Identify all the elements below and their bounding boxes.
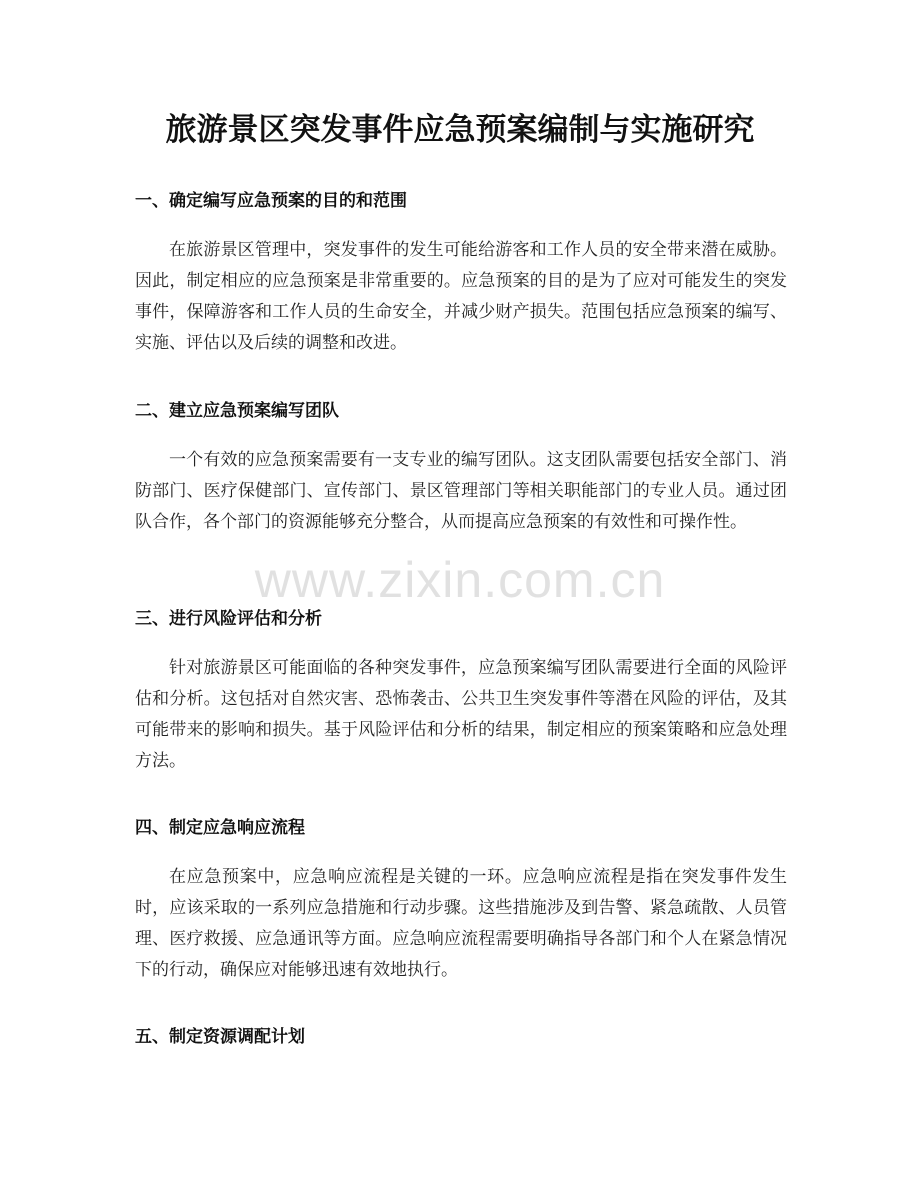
section-heading: 四、制定应急响应流程 bbox=[135, 818, 305, 838]
section-heading: 二、建立应急预案编写团队 bbox=[135, 401, 339, 421]
section-paragraph: 在旅游景区管理中，突发事件的发生可能给游客和工作人员的安全带来潜在威胁。因此，制定相应的应急预案是非常重要的。应急预案的目的是为了应对可能发生的突发事件，保障游客和工作人员的生命安全，并减少财产损失。范围包括应急预案的编写、实施、评估以及后续的调整和改进。 bbox=[135, 240, 787, 353]
section-heading: 一、确定编写应急预案的目的和范围 bbox=[135, 191, 407, 211]
section-paragraph: 针对旅游景区可能面临的各种突发事件，应急预案编写团队需要进行全面的风险评估和分析。这包括对自然灾害、恐怖袭击、公共卫生突发事件等潜在风险的评估，及其可能带来的影响和损失。基于风险评估和分析的结果，制定相应的预案策略和应急处理方法。 bbox=[135, 658, 787, 771]
watermark: www.zixin.com.cn bbox=[254, 552, 666, 608]
section-paragraph: 一个有效的应急预案需要有一支专业的编写团队。这支团队需要包括安全部门、消防部门、医疗保健部门、宣传部门、景区管理部门等相关职能部门的专业人员。通过团队合作，各个部门的资源能够充分整合，从而提高应急预案的有效性和可操作性。 bbox=[135, 450, 787, 532]
section-paragraph: 在应急预案中，应急响应流程是关键的一环。应急响应流程是指在突发事件发生时，应该采取的一系列应急措施和行动步骤。这些措施涉及到告警、紧急疏散、人员管理、医疗救援、应急通讯等方面。应急响应流程需要明确指导各部门和个人在紧急情况下的行动，确保应对能够迅速有效地执行。 bbox=[135, 867, 787, 980]
section-heading: 五、制定资源调配计划 bbox=[135, 1027, 305, 1047]
section-heading: 三、进行风险评估和分析 bbox=[135, 609, 322, 629]
document-title: 旅游景区突发事件应急预案编制与实施研究 bbox=[165, 112, 755, 148]
